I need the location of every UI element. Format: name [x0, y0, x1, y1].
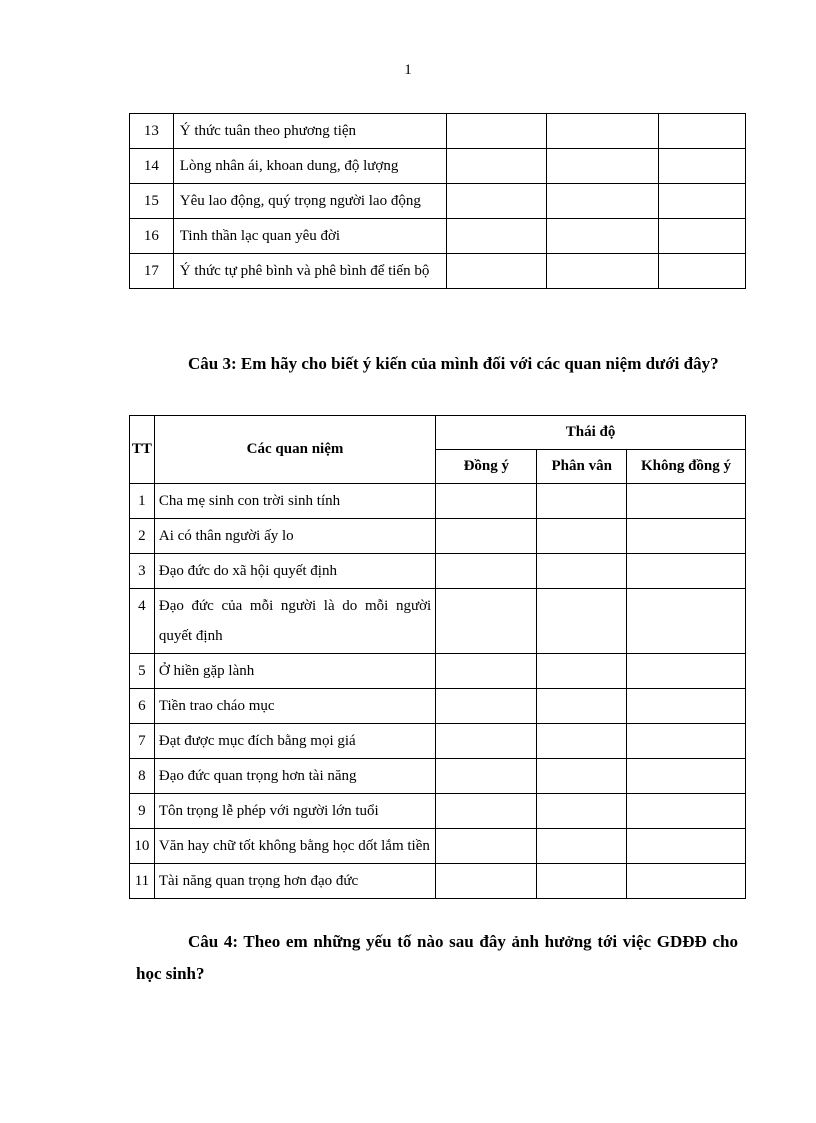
table-row [130, 794, 746, 829]
answer-cell[interactable] [658, 254, 745, 289]
answer-cell-agree[interactable] [436, 724, 537, 759]
table-row [130, 554, 746, 589]
header-disagree: Không đồng ý [627, 450, 746, 484]
row-text: Tài năng quan trọng hơn đạo đức [154, 864, 435, 899]
row-number: 3 [130, 554, 155, 589]
answer-cell-agree[interactable] [436, 864, 537, 899]
answer-cell-unsure[interactable] [537, 724, 627, 759]
answer-cell-unsure[interactable] [537, 794, 627, 829]
survey-table-continued [129, 113, 746, 289]
answer-cell-disagree[interactable] [627, 519, 746, 554]
answer-cell-agree[interactable] [436, 589, 537, 654]
row-text: Đạt được mục đích bằng mọi giá [154, 724, 435, 759]
answer-cell-disagree[interactable] [627, 654, 746, 689]
answer-cell-agree[interactable] [436, 794, 537, 829]
row-text: Văn hay chữ tốt không bằng học dốt lắm tiền [154, 829, 435, 864]
answer-cell-disagree[interactable] [627, 589, 746, 654]
answer-cell[interactable] [547, 184, 659, 219]
row-number: 5 [130, 654, 155, 689]
answer-cell[interactable] [547, 114, 659, 149]
answer-cell-unsure[interactable] [537, 554, 627, 589]
answer-cell[interactable] [446, 184, 546, 219]
answer-cell[interactable] [446, 219, 546, 254]
header-attitude: Thái độ [436, 416, 746, 450]
answer-cell-unsure[interactable] [537, 589, 627, 654]
row-text: Cha mẹ sinh con trời sinh tính [154, 484, 435, 519]
row-text: Tiền trao cháo mục [154, 689, 435, 724]
answer-cell[interactable] [446, 254, 546, 289]
table-row [130, 149, 746, 184]
table-row [130, 519, 746, 554]
answer-cell[interactable] [547, 254, 659, 289]
row-number: 17 [130, 254, 174, 289]
answer-cell-agree[interactable] [436, 554, 537, 589]
table-row [130, 864, 746, 899]
page-number: 1 [404, 62, 412, 78]
row-number: 7 [130, 724, 155, 759]
answer-cell-agree[interactable] [436, 654, 537, 689]
answer-cell-agree[interactable] [436, 519, 537, 554]
answer-cell[interactable] [547, 149, 659, 184]
header-agree: Đồng ý [436, 450, 537, 484]
row-number: 15 [130, 184, 174, 219]
question-4-heading: Câu 4: Theo em những yếu tố nào sau đây ảnh hưởng tới việc GDĐĐ cho học sinh? [136, 932, 738, 983]
answer-cell[interactable] [658, 149, 745, 184]
question-3-heading: Câu 3: Em hãy cho biết ý kiến của mình đối với các quan niệm dưới đây? [188, 354, 719, 373]
row-text: Tôn trọng lễ phép với người lớn tuổi [154, 794, 435, 829]
answer-cell[interactable] [446, 149, 546, 184]
row-number: 8 [130, 759, 155, 794]
row-number: 9 [130, 794, 155, 829]
answer-cell-disagree[interactable] [627, 759, 746, 794]
header-concept: Các quan niệm [154, 416, 435, 484]
answer-cell-unsure[interactable] [537, 689, 627, 724]
row-text: Lòng nhân ái, khoan dung, độ lượng [173, 149, 446, 184]
table-row [130, 589, 746, 654]
answer-cell-disagree[interactable] [627, 864, 746, 899]
table-row [130, 484, 746, 519]
row-text: Ở hiền gặp lành [154, 654, 435, 689]
answer-cell-agree[interactable] [436, 689, 537, 724]
row-text: Ai có thân người ấy lo [154, 519, 435, 554]
row-number: 4 [130, 589, 155, 654]
table-row [130, 654, 746, 689]
answer-cell[interactable] [446, 114, 546, 149]
answer-cell-disagree[interactable] [627, 794, 746, 829]
row-number: 11 [130, 864, 155, 899]
row-text: Đạo đức của mỗi người là do mỗi người quyết định [154, 589, 435, 654]
header-tt: TT [130, 416, 155, 484]
table-row [130, 759, 746, 794]
answer-cell-disagree[interactable] [627, 829, 746, 864]
answer-cell[interactable] [547, 219, 659, 254]
row-text: Ý thức tuân theo phương tiện [173, 114, 446, 149]
row-number: 2 [130, 519, 155, 554]
answer-cell-unsure[interactable] [537, 519, 627, 554]
row-text: Tinh thần lạc quan yêu đời [173, 219, 446, 254]
answer-cell[interactable] [658, 184, 745, 219]
row-number: 10 [130, 829, 155, 864]
answer-cell-agree[interactable] [436, 829, 537, 864]
row-text: Ý thức tự phê bình và phê bình để tiến bộ [173, 254, 446, 289]
table-row [130, 689, 746, 724]
table-row [130, 219, 746, 254]
answer-cell-disagree[interactable] [627, 689, 746, 724]
answer-cell-unsure[interactable] [537, 864, 627, 899]
answer-cell-disagree[interactable] [627, 724, 746, 759]
answer-cell-agree[interactable] [436, 484, 537, 519]
table-row [130, 114, 746, 149]
row-text: Đạo đức quan trọng hơn tài năng [154, 759, 435, 794]
header-unsure: Phân vân [537, 450, 627, 484]
table-row [130, 724, 746, 759]
answer-cell-unsure[interactable] [537, 759, 627, 794]
answer-cell[interactable] [658, 219, 745, 254]
answer-cell-unsure[interactable] [537, 829, 627, 864]
answer-cell-agree[interactable] [436, 759, 537, 794]
table-row [130, 254, 746, 289]
row-number: 14 [130, 149, 174, 184]
row-number: 1 [130, 484, 155, 519]
row-number: 13 [130, 114, 174, 149]
table-row [130, 829, 746, 864]
answer-cell-disagree[interactable] [627, 484, 746, 519]
opinion-table [129, 415, 746, 899]
row-number: 16 [130, 219, 174, 254]
answer-cell-disagree[interactable] [627, 554, 746, 589]
answer-cell-unsure[interactable] [537, 484, 627, 519]
row-text: Đạo đức do xã hội quyết định [154, 554, 435, 589]
answer-cell-unsure[interactable] [537, 654, 627, 689]
answer-cell[interactable] [658, 114, 745, 149]
table-row [130, 184, 746, 219]
row-text: Yêu lao động, quý trọng người lao động [173, 184, 446, 219]
row-number: 6 [130, 689, 155, 724]
